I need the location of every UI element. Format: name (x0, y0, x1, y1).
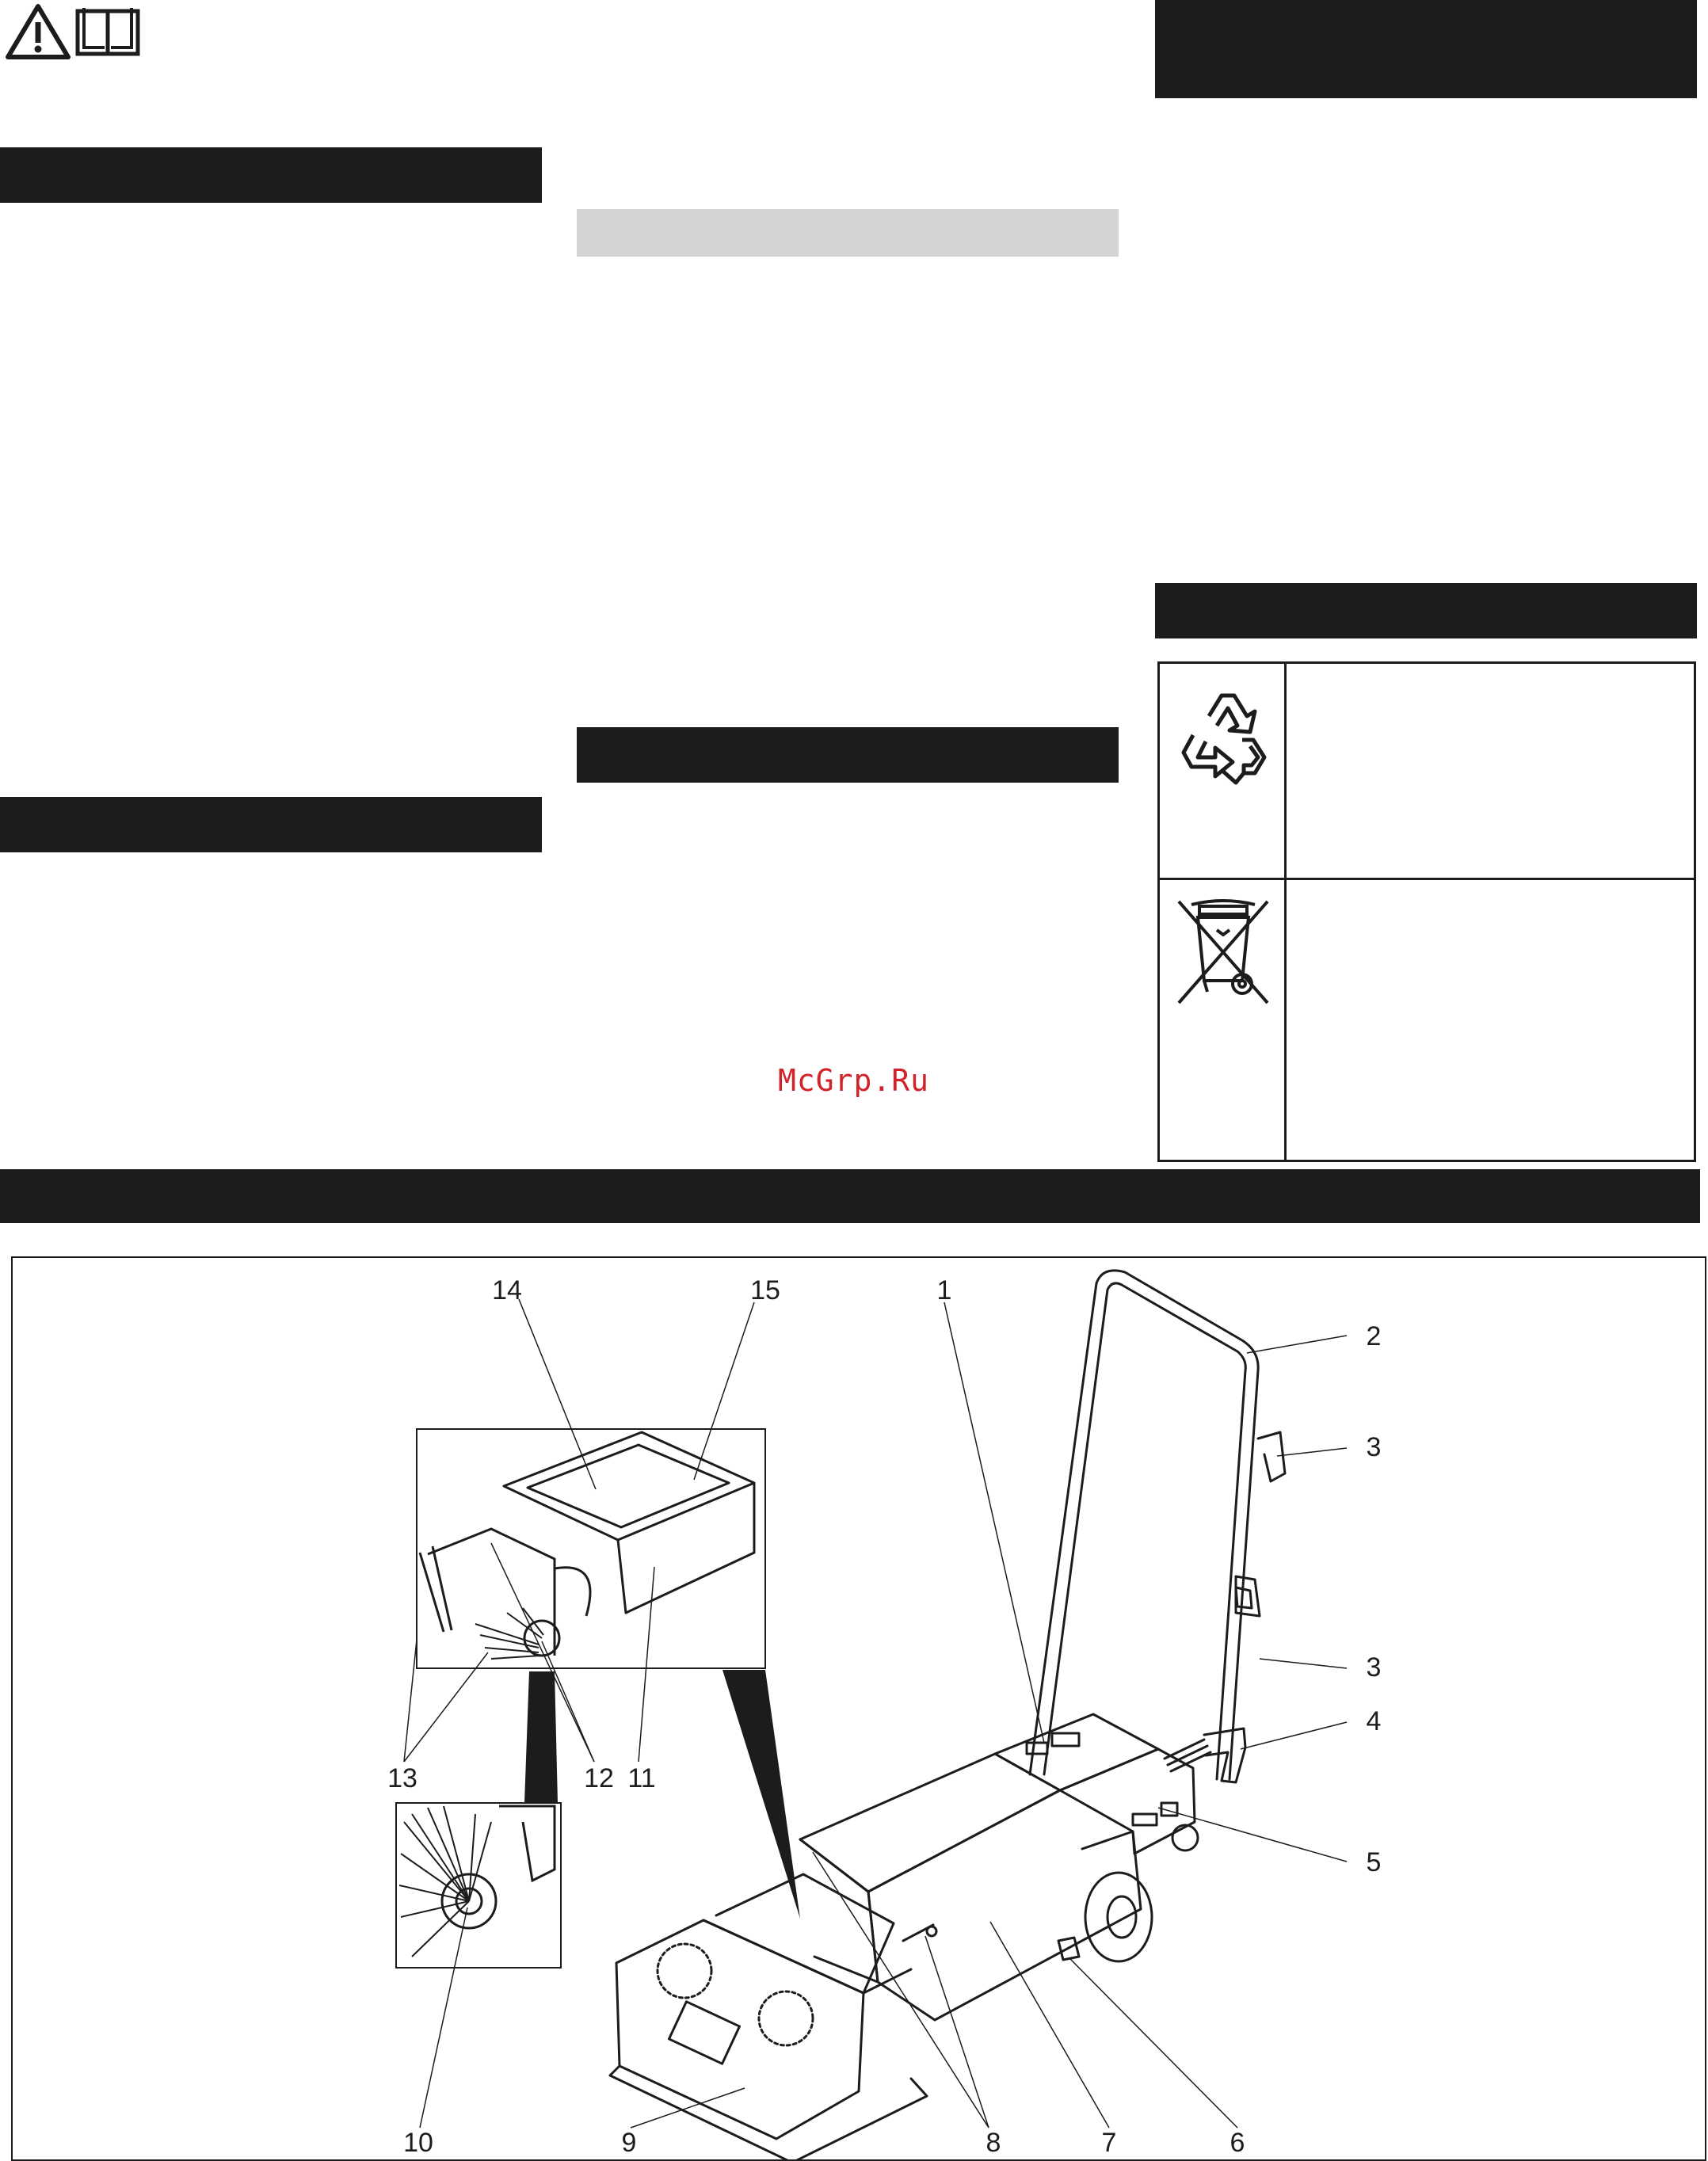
callout-number: 11 (627, 1763, 656, 1793)
callout-number: 7 (1101, 2128, 1117, 2158)
callout-number: 9 (621, 2128, 637, 2158)
recycle-icon (1172, 684, 1277, 789)
section-heading-bar (0, 1169, 1700, 1223)
section-heading-bar (1155, 583, 1697, 638)
callout-number: 5 (1366, 1847, 1382, 1877)
open-book-icon (74, 5, 141, 59)
callout-number: 12 (584, 1763, 614, 1793)
sweeper-illustration (0, 1256, 1708, 2161)
subsection-heading-bar (577, 209, 1119, 257)
callout-number: 3 (1366, 1432, 1382, 1462)
callout-number: 13 (387, 1763, 417, 1793)
table-divider (1284, 664, 1287, 1160)
callout-number: 4 (1366, 1706, 1382, 1736)
callout-number: 2 (1366, 1321, 1382, 1351)
callout-number: 3 (1366, 1652, 1382, 1683)
watermark: McGrp.Ru (778, 1063, 930, 1098)
callout-number: 14 (492, 1275, 522, 1305)
section-heading-bar (0, 797, 542, 852)
warning-triangle-icon (5, 3, 71, 60)
section-heading-bar (0, 147, 542, 203)
crossed-out-wheelie-bin-icon (1176, 898, 1271, 1006)
section-heading-bar (577, 727, 1119, 783)
callout-number: 10 (403, 2128, 433, 2158)
section-heading-bar (1155, 0, 1697, 98)
callout-number: 1 (936, 1275, 952, 1305)
callout-number: 8 (986, 2128, 1001, 2158)
table-divider (1160, 878, 1694, 880)
disposal-table (1157, 661, 1696, 1162)
callout-number: 6 (1230, 2128, 1245, 2158)
callout-number: 15 (750, 1275, 780, 1305)
